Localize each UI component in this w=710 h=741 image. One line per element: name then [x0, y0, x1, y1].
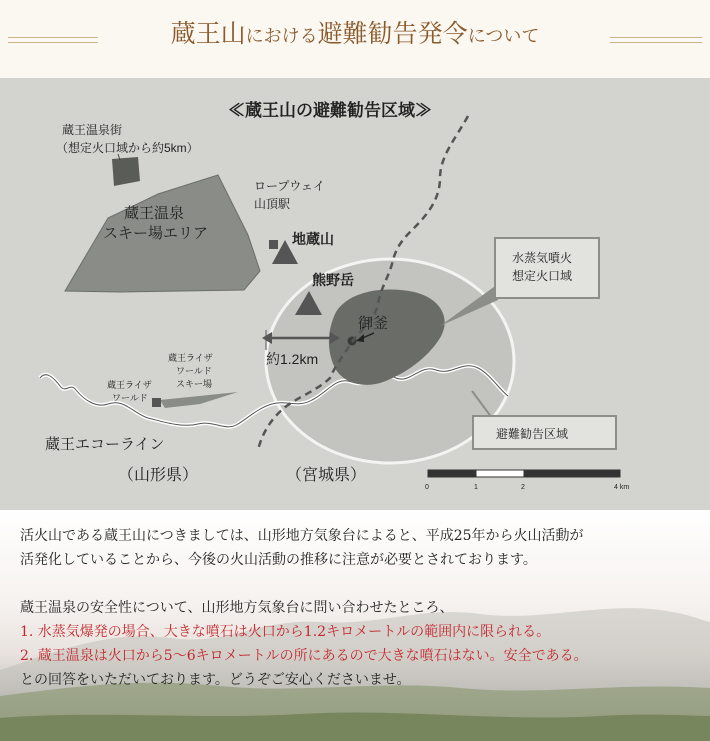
okama-label: 御釜 [358, 315, 389, 332]
finding-item-2: 2. 蔵王温泉は火口から5～6キロメートルの所にあるので大きな噴石はない。安全である。 [20, 648, 588, 664]
jizo-label: 地蔵山 [292, 231, 334, 247]
raiza-ski-slope [160, 392, 238, 408]
raiza-ski-label-3: スキー場 [176, 379, 213, 389]
paragraph-2-line-1: 蔵王温泉の安全性について、山形地方気象台に問い合わせたところ、 [20, 600, 454, 616]
scale-bar-seg2 [476, 470, 524, 477]
onsen-town-shape [112, 157, 140, 186]
finding-item-1: 1. 水蒸気爆発の場合、大きな噴石は火口から1.2キロメートルの範囲内に限られる。 [20, 624, 551, 640]
crater-callout-box [495, 238, 599, 298]
ski-area-label-1: 蔵王温泉 [124, 205, 185, 222]
map-title: ≪蔵王山の避難勧告区域≫ [228, 101, 432, 120]
scale-bar-seg3 [524, 470, 620, 477]
raiza-label-1: 蔵王ライザ [107, 380, 152, 390]
page-header [0, 0, 710, 78]
scale-label-1: 1 [474, 484, 478, 491]
ropeway-station-marker [269, 240, 278, 249]
ropeway-label-1: ロープウェイ [254, 179, 325, 193]
title-part4: について [467, 26, 540, 47]
ski-area-label-2: スキー場エリア [103, 225, 209, 242]
miyagi-label: （宮城県） [286, 467, 367, 484]
kumano-label: 熊野岳 [312, 272, 354, 288]
raiza-label-2: ワールド [112, 393, 148, 403]
paragraph-gap [20, 572, 700, 596]
paragraph-1-line-1: 活火山である蔵王山につきましては、山形地方気象台によると、平成25年から火山活動が [20, 528, 584, 544]
distance-label: 約1.2km [266, 351, 319, 367]
notice-section [0, 510, 710, 741]
onsen-town-label-1: 蔵王温泉街 [62, 123, 123, 137]
onsen-town-label-2: （想定火口域から約5km） [56, 141, 199, 155]
yamagata-label: （山形県） [118, 467, 199, 484]
crater-callout-label-2: 想定火口域 [512, 269, 573, 283]
evac-area-label: 避難勧告区域 [496, 427, 569, 441]
raiza-ski-label-2: ワールド [176, 366, 212, 376]
ropeway-label-2: 山頂駅 [254, 197, 291, 211]
crater-callout-label-1: 水蒸気噴火 [512, 251, 573, 265]
raiza-ski-label-1: 蔵王ライザ [168, 353, 213, 363]
title-part3: 避難勧告発令 [317, 19, 468, 48]
title-part1: 蔵王山 [170, 19, 246, 48]
notice-body [20, 524, 700, 692]
page-title [0, 14, 710, 50]
scale-label-0: 0 [425, 484, 429, 491]
map-canvas [0, 78, 710, 510]
scale-bar-seg1 [428, 470, 476, 477]
evacuation-map [0, 78, 710, 510]
raiza-world-marker [152, 398, 161, 407]
scale-label-4: 4 km [614, 484, 630, 491]
scale-label-2: 2 [521, 484, 525, 491]
paragraph-1-line-2: 活発化していることから、今後の火山活動の推移に注意が必要とされております。 [20, 552, 537, 568]
echo-line-label: 蔵王エコーライン [45, 436, 165, 453]
title-part2: における [245, 26, 318, 47]
closing-line: との回答をいただいております。どうぞご安心くださいませ。 [20, 672, 411, 688]
